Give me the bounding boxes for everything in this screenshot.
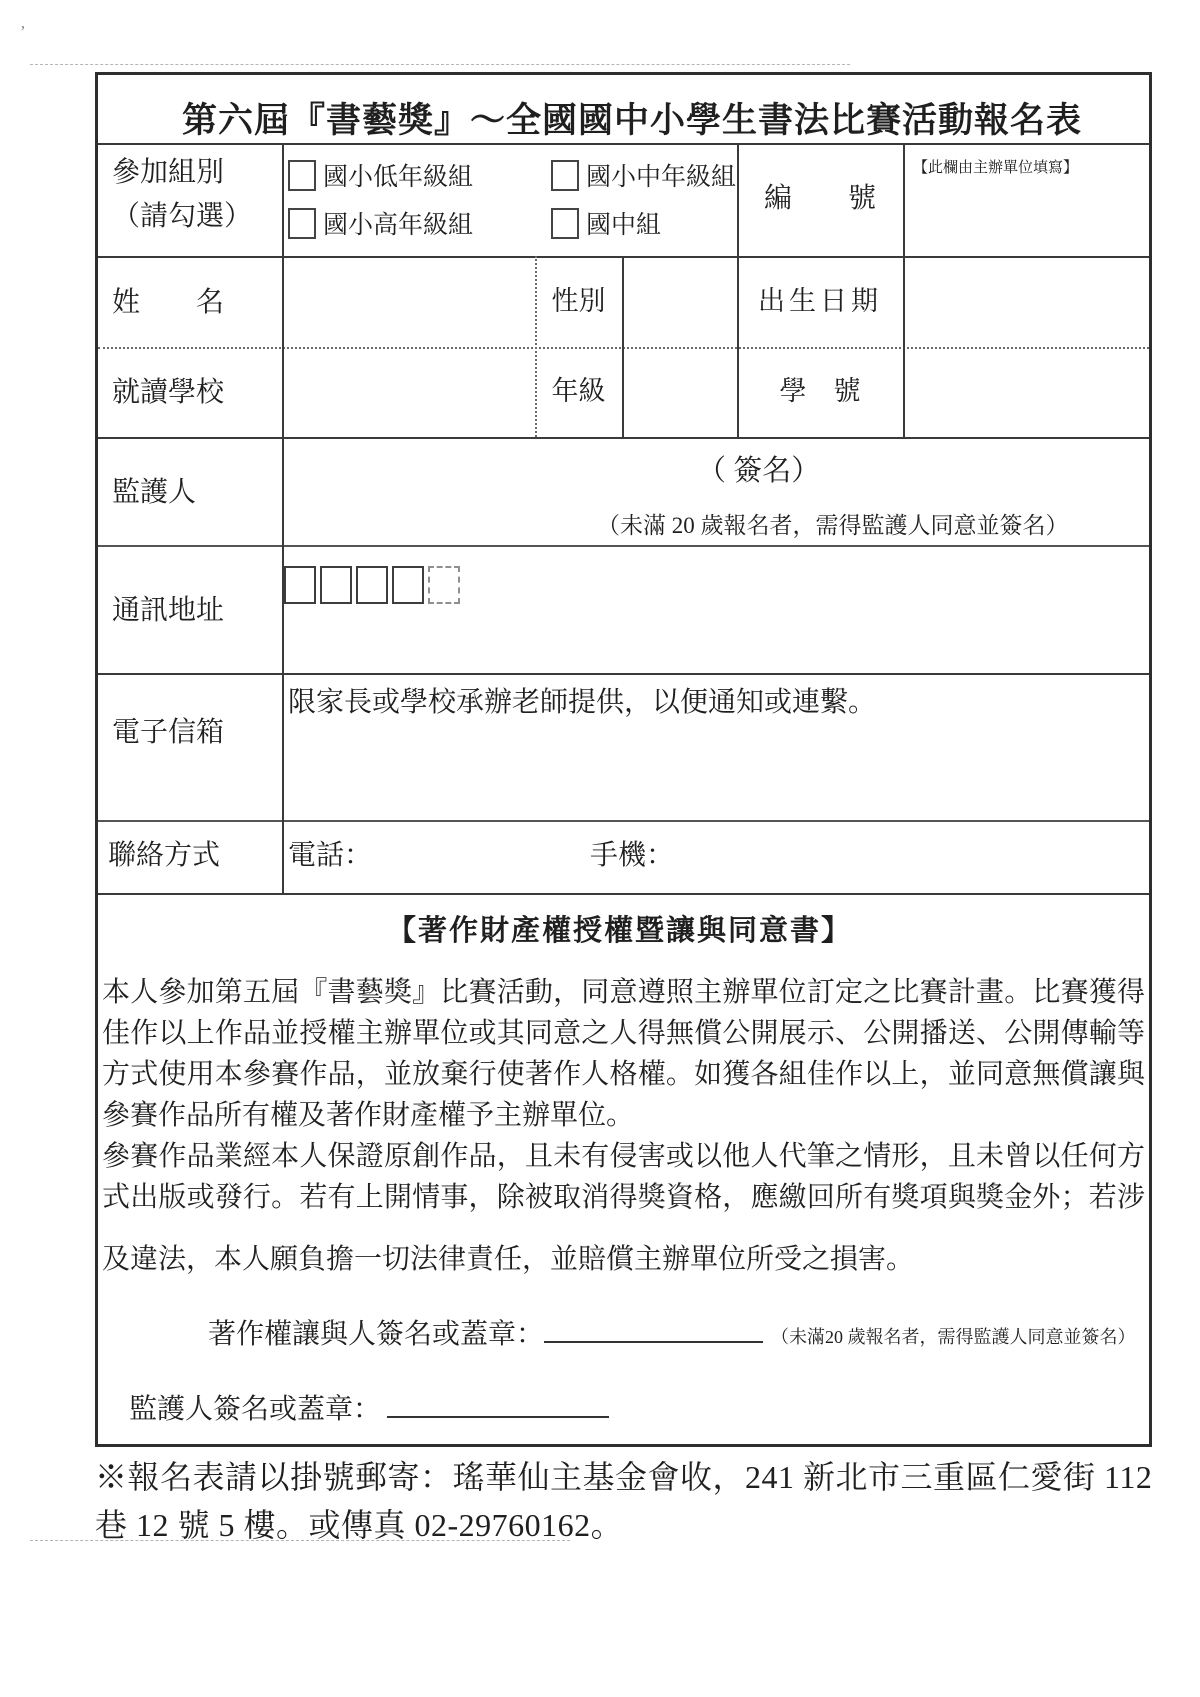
mailing-note-line2: 巷 12 號 5 樓。或傳真 02-29760162。	[95, 1507, 624, 1543]
birth-date-field	[903, 256, 1149, 347]
postal-code-box	[320, 566, 352, 604]
guardian-signature-label: 監護人簽名或蓋章：	[129, 1394, 382, 1425]
row-divider	[98, 820, 1149, 822]
checkbox-icon	[551, 160, 579, 191]
group-label-line1: 參加組別	[112, 157, 225, 188]
postal-code-box	[284, 566, 316, 604]
address-label: 通訊地址	[112, 595, 225, 626]
postal-code-box	[356, 566, 388, 604]
copyright-signature-note: （未滿20 歲報名者，需得監護人同意並簽名）	[771, 1327, 1136, 1347]
school-field	[282, 347, 535, 437]
email-hint: 限家長或學校承辦老師提供，以便通知或連繫。	[288, 687, 877, 718]
row-divider	[98, 545, 1149, 547]
school-label: 就讀學校	[112, 377, 225, 408]
group-option-label: 國小高年級組	[323, 212, 474, 239]
student-id-label: 學 號	[779, 376, 861, 407]
consent-line: 本人參加第五屆『書藝獎』比賽活動，同意遵照主辦單位訂定之比賽計畫。比賽獲得	[102, 977, 1145, 1008]
consent-line: 式出版或發行。若有上開情事，除被取消得獎資格，應繳回所有獎項與獎金外；若涉	[102, 1182, 1145, 1213]
organizer-note: 【此欄由主辦單位填寫】	[913, 160, 1079, 176]
group-label-line2: （請勾選）	[112, 201, 253, 232]
mobile-label: 手機：	[590, 840, 675, 871]
group-option-junior-high	[551, 205, 661, 241]
guardian-signature-hint: （ 簽名）	[697, 455, 821, 487]
phone-label: 電話：	[288, 840, 373, 871]
scan-artifact-line	[30, 64, 850, 65]
mailing-note-line1: ※報名表請以掛號郵寄：瑤華仙主基金會收，241 新北市三重區仁愛街 112	[95, 1459, 1153, 1495]
guardian-age-note: （未滿 20 歲報名者，需得監護人同意並簽名）	[597, 513, 1069, 538]
guardian-signature-row	[129, 1392, 609, 1426]
checkbox-icon	[288, 160, 316, 191]
group-option-elementary-mid	[551, 157, 736, 193]
group-option-elementary-high	[288, 205, 473, 241]
consent-line: 及違法，本人願負擔一切法律責任，並賠償主辦單位所受之損害。	[102, 1244, 915, 1275]
signature-line	[544, 1317, 763, 1343]
group-option-label: 國中組	[586, 212, 662, 239]
consent-line: 佳作以上作品並授權主辦單位或其同意之人得無償公開展示、公開播送、公開傳輸等	[102, 1018, 1145, 1049]
consent-heading: 【著作財產權授權暨讓與同意書】	[387, 915, 853, 947]
form-table	[95, 72, 1152, 1447]
grade-field	[622, 347, 737, 437]
group-option-elementary-low	[288, 157, 473, 193]
checkbox-icon	[288, 208, 316, 239]
group-option-label: 國小低年級組	[323, 164, 474, 191]
copyright-signature-row	[208, 1317, 1136, 1351]
postal-code-box	[428, 566, 460, 604]
copyright-signature-label: 著作權讓與人簽名或蓋章：	[208, 1319, 545, 1350]
serial-number-field	[903, 143, 1149, 256]
group-option-label: 國小中年級組	[586, 164, 737, 191]
postal-code-box	[392, 566, 424, 604]
guardian-label: 監護人	[112, 477, 197, 508]
consent-line: 方式使用本參賽作品，並放棄行使著作人格權。如獲各組佳作以上，並同意無償讓與	[102, 1059, 1145, 1090]
row-divider	[98, 437, 1149, 439]
signature-line	[387, 1392, 609, 1418]
row-divider	[98, 893, 1149, 895]
consent-line: 參賽作品所有權及著作財產權予主辦單位。	[102, 1100, 635, 1131]
birth-date-label: 出生日期	[758, 285, 882, 316]
email-label: 電子信箱	[112, 717, 225, 748]
name-field	[282, 256, 535, 347]
serial-number-label: 編 號	[763, 183, 876, 215]
row-divider	[98, 673, 1149, 675]
postal-code-boxes	[284, 566, 464, 609]
scan-speck: ’	[20, 22, 26, 41]
contact-label: 聯絡方式	[108, 840, 221, 871]
consent-paragraph	[102, 972, 1145, 1280]
student-id-field	[903, 347, 1149, 437]
consent-line: 參賽作品業經本人保證原創作品，且未有侵害或以他人代筆之情形，且未曾以任何方	[102, 1141, 1145, 1172]
gender-field	[622, 256, 737, 347]
grade-label: 年級	[551, 376, 606, 407]
checkbox-icon	[551, 208, 579, 239]
name-label: 姓 名	[112, 287, 225, 318]
gender-label: 性別	[551, 285, 606, 316]
form-title: 第六屆『書藝獎』～全國國中小學生書法比賽活動報名表	[182, 101, 1083, 140]
